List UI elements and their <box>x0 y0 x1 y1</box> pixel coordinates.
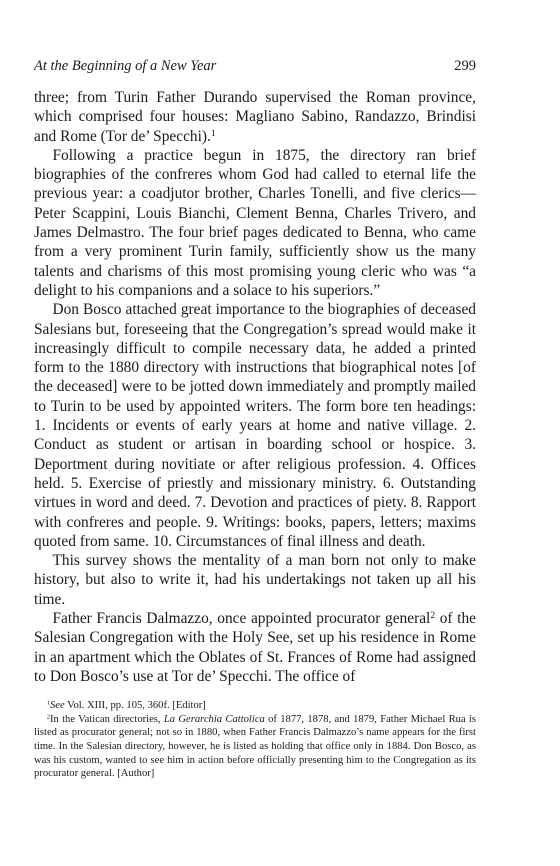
paragraph: Don Bosco attached great importance to the biographies of deceased Salesians but, foreseeing that the Congregation’s spread would make it increasingly difficult to compile necessary data, he added a printed form to the 1880 directory with instructions that biographical notes [of the deceased] were to be jotted down immediately and promptly mailed to Turin to be used by appointed writers. The form bore ten headings: 1. Incidents or events of early years at home and native village. 2. Conduct as student or artisan in boarding school or hospice. 3. Deportment during novitiate or after religious profession. 4. Offices held. 5. Exercise of priestly and missionary ministry. 6. Outstanding virtues in word and deed. 7. Devotion and practices of piety. 8. Rapport with confreres and people. 9. Writings: books, papers, letters; maxims quoted from same. 10. Circumstances of final illness and death. <box>34 301 476 550</box>
paragraph-text: Father Francis Dalmazzo, once appointed procurator general <box>52 610 431 628</box>
footnote <box>34 699 476 713</box>
paragraph <box>34 609 476 686</box>
footnotes <box>34 699 476 781</box>
footnote-mark: 1 <box>46 699 50 707</box>
body-text <box>34 88 476 686</box>
paragraph: Following a practice begun in 1875, the directory ran brief biographies of the confreres whom God had called to eternal life the previous year: a coadjutor brother, Charles Tonelli, and five clerics—Peter Scappini, Louis Bianchi, Clement Benna, Charles Trivero, and James Delmastro. The four brief pages dedicated to Benna, who came from a very prominent Turin family, sufficiently show us the many talents and charisms of this most promising young cleric who was “a delight to his companions and a solace to his superiors.” <box>34 146 476 299</box>
running-title: At the Beginning of a New Year <box>34 58 217 74</box>
page-number: 299 <box>454 58 476 74</box>
footnote-cited-title: La Gerarchia Cattolica <box>163 713 265 725</box>
running-header <box>34 58 476 75</box>
paragraph-text: three; from Turin Father Durando supervised the Roman province, which comprised four houses: Magliano Sabino, Randazzo, Brindisi and Rome (Tor de’ Specchi). <box>34 89 476 145</box>
footnote-mark: 2 <box>46 713 50 721</box>
paragraph-text: of the Salesian Congregation with the Holy See, set up his residence in Rome in an apartment which the Oblates of St. Frances of Rome had assigned to Don Bosco’s use at Tor de’ Specchi. The office of <box>34 610 476 685</box>
footnote <box>34 713 476 781</box>
paragraph <box>34 88 476 146</box>
footnote-reference: 1 <box>210 127 216 139</box>
footnote-text: In the Vatican directories, <box>50 713 164 725</box>
book-page <box>34 58 476 781</box>
footnote-reference: 2 <box>430 609 436 621</box>
footnote-text: of 1877, 1878, and 1879, Father Michael Rua is listed as procurator general; not so in 1880, when Father Francis Dalmazzo’s name appears for the first time. In the Salesian directory, however, he is listed as holding that office only in 1884. Don Bosco, as was his custom, wanted to see him in action before officially presenting him to the Congregation as its procurator general. [Author] <box>34 713 476 780</box>
footnote-see: See <box>50 700 65 712</box>
paragraph: This survey shows the mentality of a man born not only to make history, but also to write it, had his undertakings not taken up all his time. <box>34 552 476 608</box>
footnote-text: Vol. XIII, pp. 105, 360f. [Editor] <box>64 700 206 712</box>
